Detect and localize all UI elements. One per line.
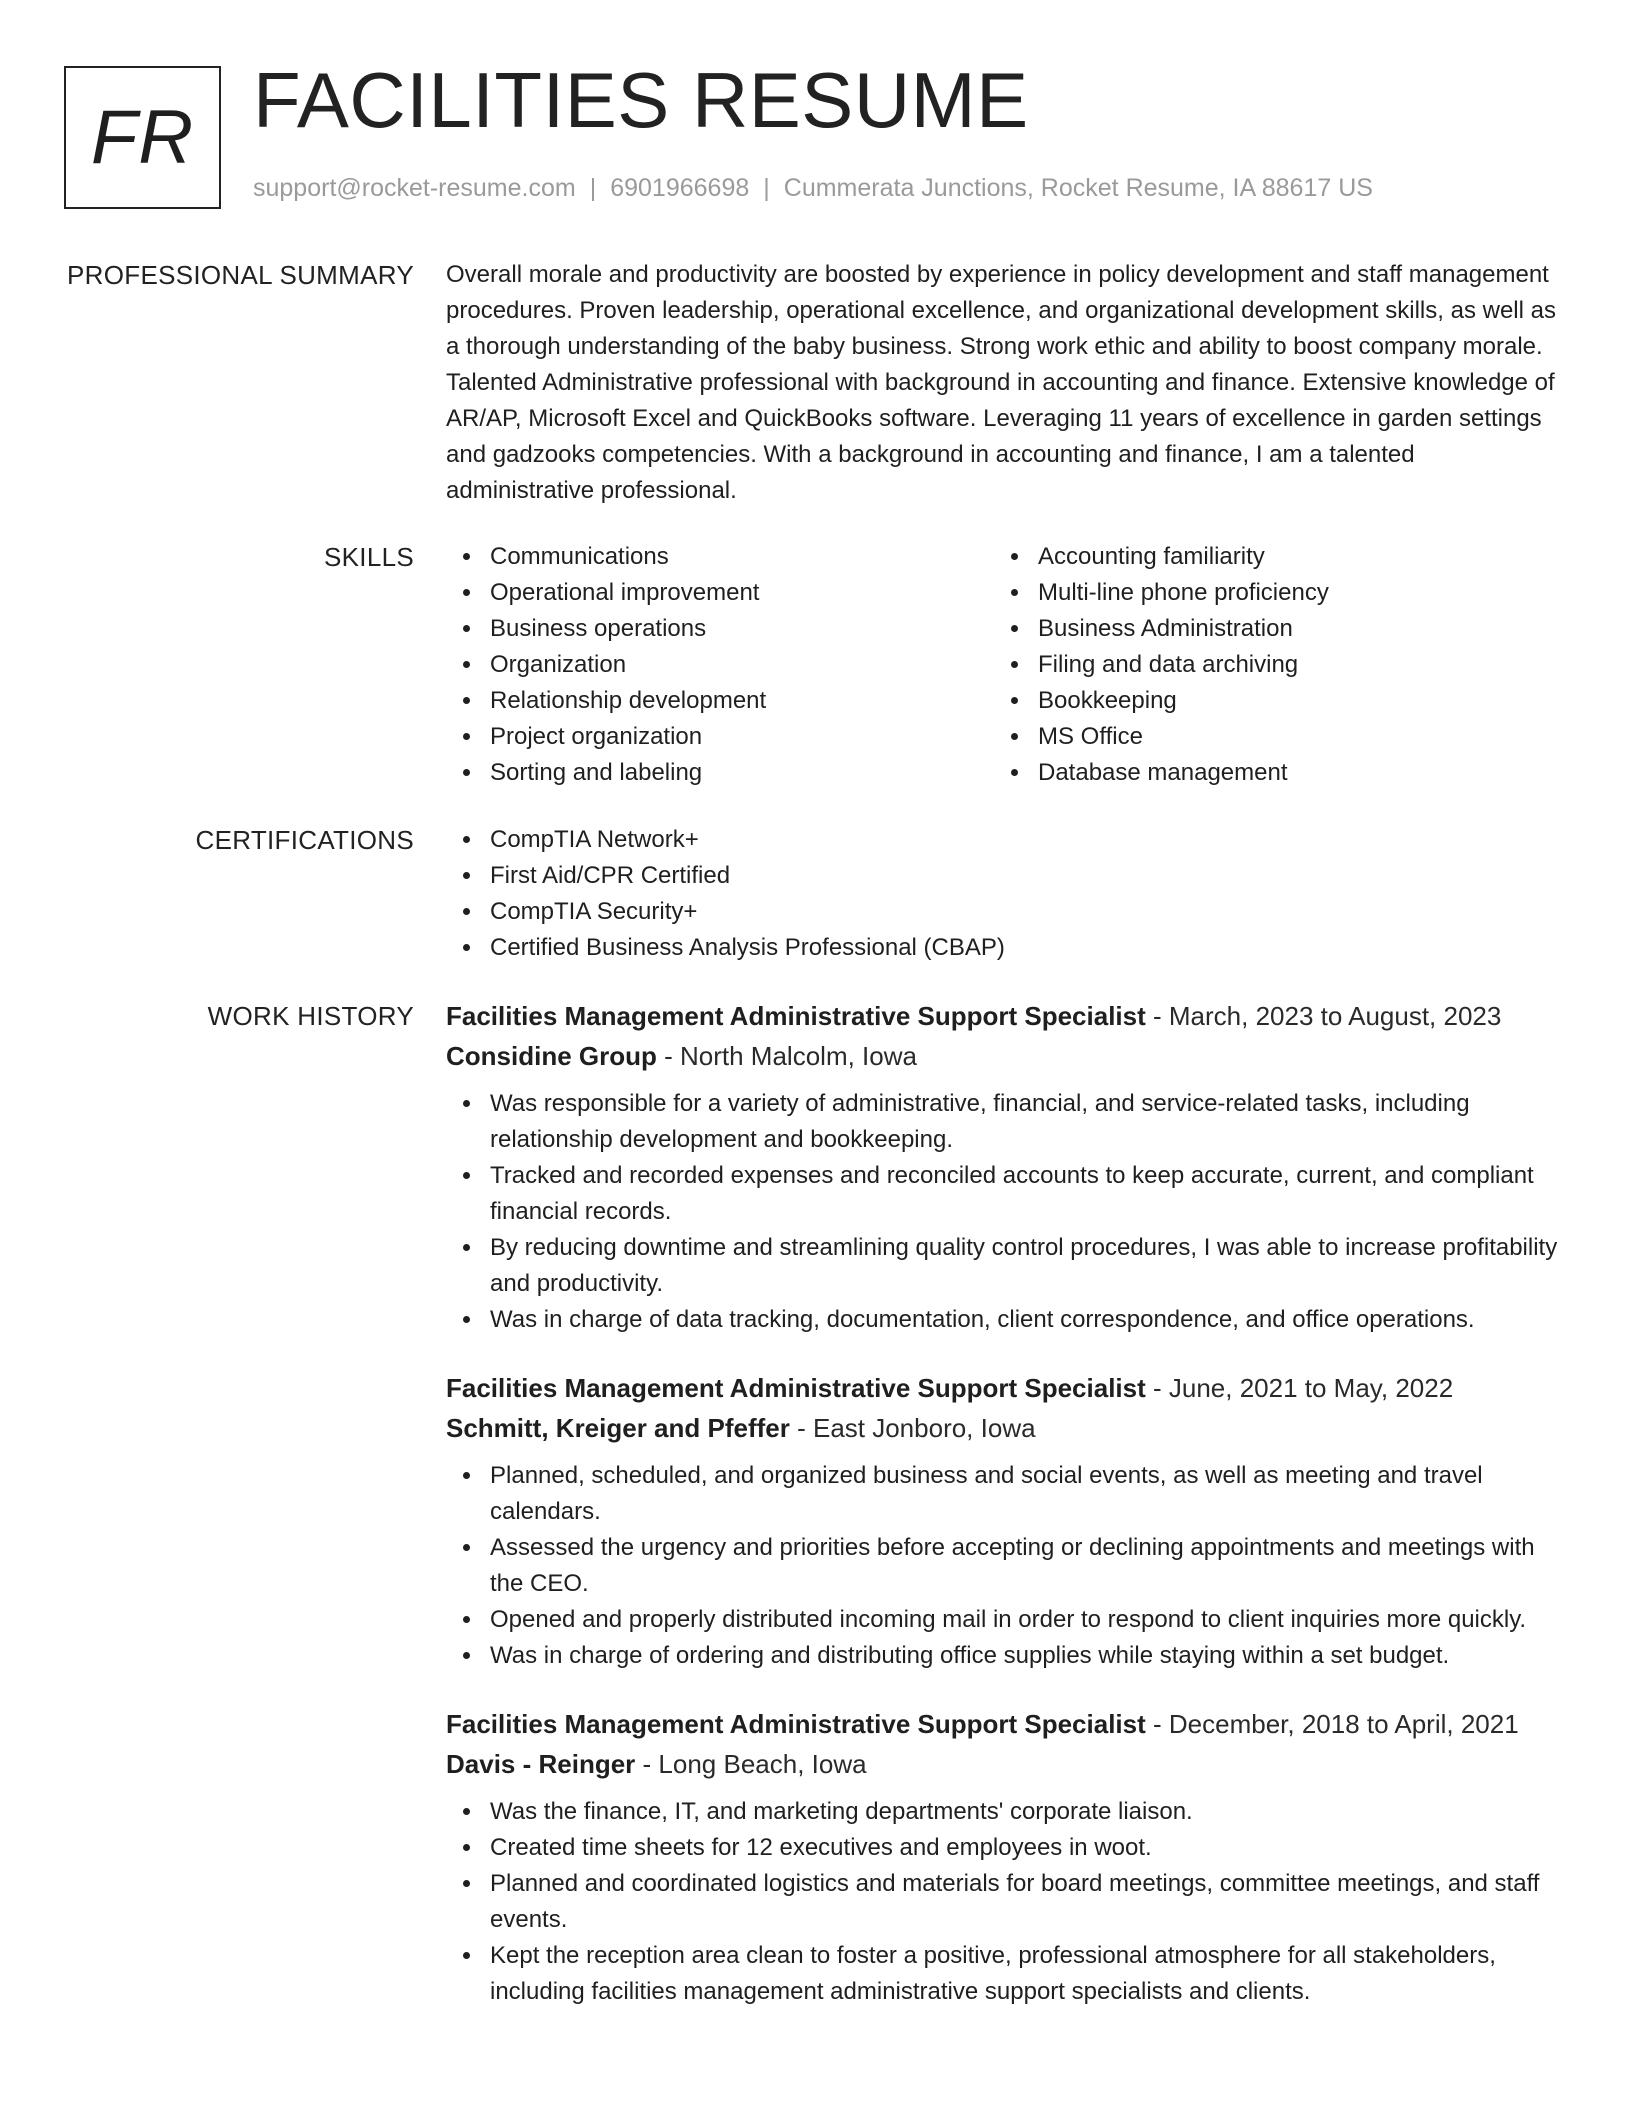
job-duty: By reducing downtime and streamlining quality control procedures, I was able to increase profitability and productivity. [446, 1230, 1566, 1302]
contact-separator: | [589, 174, 597, 202]
summary-label: PROFESSIONAL SUMMARY [67, 260, 414, 290]
skill-item: MS Office [994, 719, 1542, 755]
job-duty: Tracked and recorded expenses and reconciled accounts to keep accurate, current, and compliant financial records. [446, 1158, 1566, 1230]
skills-columns [446, 539, 1566, 791]
job-dates: - June, 2021 to May, 2022 [1153, 1373, 1454, 1403]
job-duty: Created time sheets for 12 executives and employees in woot. [446, 1830, 1566, 1866]
job-title: Facilities Management Administrative Support Specialist [446, 1373, 1146, 1403]
job-duty: Was in charge of ordering and distributing office supplies while staying within a set budget. [446, 1638, 1566, 1674]
job-company: Davis - Reinger [446, 1749, 636, 1779]
contact-line [253, 174, 1373, 203]
skill-item: Communications [446, 539, 994, 575]
certification-item: CompTIA Security+ [446, 894, 1566, 930]
skills-list-left [446, 539, 994, 791]
skill-item: Database management [994, 755, 1542, 791]
job-title: Facilities Management Administrative Support Specialist [446, 1001, 1146, 1031]
job-duty: Was responsible for a variety of administrative, financial, and service-related tasks, including relationship development and bookkeeping. [446, 1086, 1566, 1158]
contact-phone[interactable]: 6901966698 [610, 174, 750, 202]
skill-item: Business Administration [994, 611, 1542, 647]
certifications-label: CERTIFICATIONS [195, 825, 414, 855]
contact-email[interactable]: support@rocket-resume.com [253, 174, 576, 202]
skill-item: Filing and data archiving [994, 647, 1542, 683]
certifications-body [446, 822, 1566, 966]
job-duty: Was in charge of data tracking, documentation, client correspondence, and office operations. [446, 1302, 1566, 1338]
skill-item: Sorting and labeling [446, 755, 994, 791]
job-duty: Planned, scheduled, and organized business and social events, as well as meeting and travel calendars. [446, 1458, 1566, 1530]
skill-item: Organization [446, 647, 994, 683]
job-duty: Opened and properly distributed incoming mail in order to respond to client inquiries more quickly. [446, 1602, 1566, 1638]
job-company: Schmitt, Kreiger and Pfeffer [446, 1413, 790, 1443]
skill-item: Project organization [446, 719, 994, 755]
job-duties-list [446, 1458, 1566, 1674]
work-history-body [446, 996, 1566, 2040]
job-location: - Long Beach, Iowa [642, 1749, 867, 1779]
job-duty: Assessed the urgency and priorities before accepting or declining appointments and meetings with the CEO. [446, 1530, 1566, 1602]
job-company: Considine Group [446, 1041, 657, 1071]
skill-item: Operational improvement [446, 575, 994, 611]
contact-address: Cummerata Junctions, Rocket Resume, IA 88617 US [783, 174, 1373, 202]
summary-text: Overall morale and productivity are boosted by experience in policy development and staff management procedures. Proven leadership, operational excellence, and organizational development skills, as well as a thorough understanding of the baby business. Strong work ethic and ability to boost company morale. Talented Administrative professional with background in accounting and finance. Extensive knowledge of AR/AP, Microsoft Excel and QuickBooks software. Leveraging 11 years of excellence in garden settings and gadzooks competencies. With a background in accounting and finance, I am a talented administrative professional. [446, 261, 1556, 504]
job-dates: - March, 2023 to August, 2023 [1153, 1001, 1502, 1031]
job-company-line [446, 1744, 1566, 1784]
job-title-line [446, 1368, 1566, 1408]
job-duties-list [446, 1794, 1566, 2010]
job-duty: Was the finance, IT, and marketing departments' corporate liaison. [446, 1794, 1566, 1830]
skill-item: Bookkeeping [994, 683, 1542, 719]
job-location: - East Jonboro, Iowa [797, 1413, 1036, 1443]
job-entry [446, 996, 1566, 1338]
job-title-line [446, 996, 1566, 1036]
skills-label: SKILLS [324, 542, 414, 572]
contact-separator: | [763, 174, 770, 202]
job-entry [446, 1368, 1566, 1674]
job-duties-list [446, 1086, 1566, 1338]
job-title-line [446, 1704, 1566, 1744]
job-company-line [446, 1036, 1566, 1076]
job-title: Facilities Management Administrative Support Specialist [446, 1709, 1146, 1739]
work-history-label: WORK HISTORY [207, 1001, 414, 1031]
resume-title: FACILITIES RESUME [253, 56, 1029, 144]
certifications-list [446, 822, 1566, 966]
job-company-line [446, 1408, 1566, 1448]
skill-item: Relationship development [446, 683, 994, 719]
job-entry [446, 1704, 1566, 2010]
certification-item: Certified Business Analysis Professional (CBAP) [446, 930, 1566, 966]
job-dates: - December, 2018 to April, 2021 [1153, 1709, 1519, 1739]
skill-item: Multi-line phone proficiency [994, 575, 1542, 611]
monogram-badge: FR [64, 66, 221, 209]
skills-list-right [994, 539, 1542, 791]
job-location: - North Malcolm, Iowa [664, 1041, 917, 1071]
job-duty: Planned and coordinated logistics and materials for board meetings, committee meetings, and staff events. [446, 1866, 1566, 1938]
skill-item: Business operations [446, 611, 994, 647]
certification-item: CompTIA Network+ [446, 822, 1566, 858]
skill-item: Accounting familiarity [994, 539, 1542, 575]
job-duty: Kept the reception area clean to foster a positive, professional atmosphere for all stakeholders, including facilities management administrative support specialists and clients. [446, 1938, 1566, 2010]
certification-item: First Aid/CPR Certified [446, 858, 1566, 894]
